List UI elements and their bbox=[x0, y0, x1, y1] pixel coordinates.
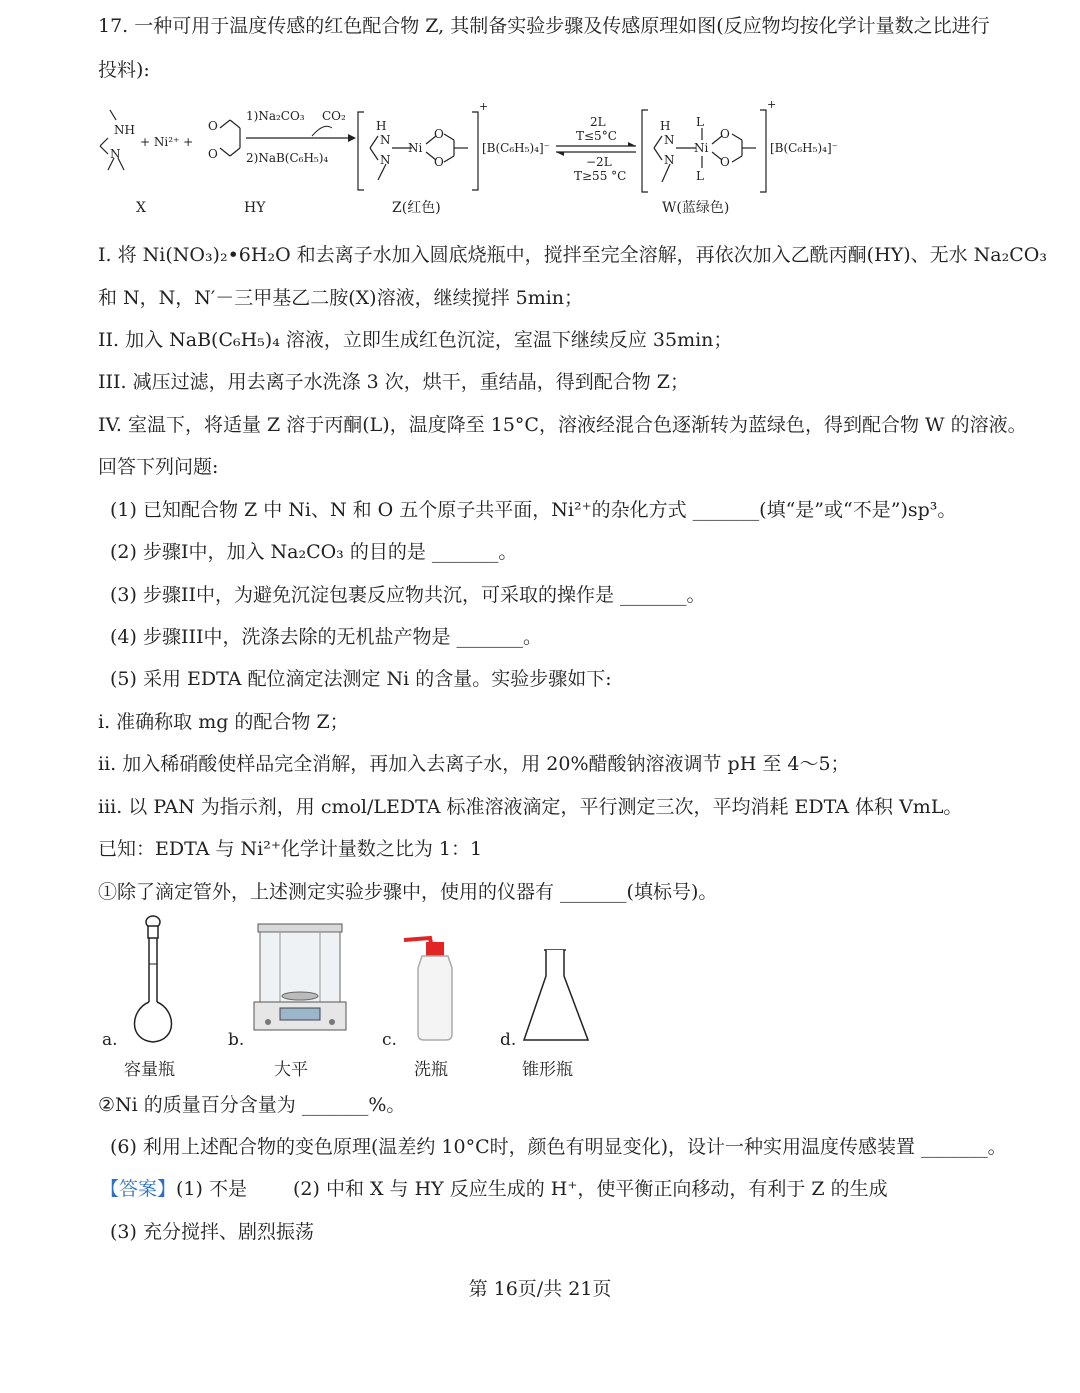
answer-3: (3) 充分搅拌、剧烈振荡 bbox=[110, 1221, 314, 1243]
molecule-hy bbox=[220, 120, 240, 156]
answer-tag: 【答案】 bbox=[100, 1178, 177, 1200]
apparatus-d-letter: d. bbox=[500, 1030, 517, 1050]
z-ni: Ni bbox=[408, 141, 423, 155]
q5-step-ii: ii. 加入稀硝酸使样品完全消解，再加入去离子水，用 20%醋酸钠溶液调节 pH 至 4～5； bbox=[98, 753, 850, 775]
subquestion-3: (3) 步骤II中，为避免沉淀包裹反应物共沉，可采取的操作是 _______。 bbox=[110, 584, 706, 606]
scheme-label-hy: HY bbox=[244, 200, 266, 216]
subquestion-6: (6) 利用上述配合物的变色原理(温差约 10°C时，颜色有明显变化)，设计一种实用温度传感装置 _______。 bbox=[110, 1136, 1007, 1158]
cond-nab: 2)NaB(C₆H₅)₄ bbox=[246, 151, 329, 165]
w-ni: Ni bbox=[694, 141, 709, 155]
w-anion: [B(C₆H₅)₄]⁻ bbox=[770, 141, 838, 155]
z-h: H bbox=[376, 119, 387, 133]
answer-1: (1) 不是 bbox=[176, 1178, 247, 1200]
subquestion-4: (4) 步骤III中，洗涤去除的无机盐产物是 _______。 bbox=[110, 626, 543, 648]
apparatus-b-name: 大平 bbox=[274, 1060, 308, 1080]
answer-prompt: 回答下列问题: bbox=[98, 456, 219, 478]
plus-ni: + Ni²⁺ + bbox=[140, 135, 194, 149]
cond-na2co3: 1)Na₂CO₃ bbox=[246, 109, 305, 123]
apparatus-a-letter: a. bbox=[102, 1030, 118, 1050]
question-intro-line2: 投料): bbox=[98, 59, 150, 81]
eq-top-2: T≤5°C bbox=[576, 129, 617, 143]
q5-step-iii: iii. 以 PAN 为指示剂，用 cmol/LEDTA 标准溶液滴定，平行测定三次，平均消耗 EDTA 体积 VmL。 bbox=[98, 796, 963, 818]
w-l-bottom: L bbox=[696, 169, 704, 183]
volumetric-flask-icon bbox=[120, 914, 190, 1054]
known-ratio: 已知：EDTA 与 Ni²⁺化学计量数之比为 1：1 bbox=[98, 838, 483, 860]
apparatus-c-name: 洗瓶 bbox=[414, 1060, 448, 1080]
answer-block bbox=[100, 1177, 888, 1201]
co2-label: CO₂ bbox=[322, 109, 346, 123]
question-intro-line1: 17. 一种可用于温度传感的红色配合物 Z, 其制备实验步骤及传感原理如图(反应物均按化学计量数之比进行 bbox=[98, 15, 990, 37]
apparatus-b-letter: b. bbox=[228, 1030, 245, 1050]
conical-flask-icon bbox=[520, 946, 594, 1046]
z-anion: [B(C₆H₅)₄]⁻ bbox=[482, 141, 550, 155]
molecule-x bbox=[100, 110, 124, 170]
step-2: II. 加入 NaB(C₆H₅)₄ 溶液，立即生成红色沉淀，室温下继续反应 35min； bbox=[98, 329, 733, 351]
apparatus-d-name: 锥形瓶 bbox=[522, 1060, 573, 1080]
step-1b: 和 N，N，N′－三甲基乙二胺(X)溶液，继续搅拌 5min； bbox=[98, 287, 584, 309]
apparatus-c-letter: c. bbox=[382, 1030, 397, 1050]
eq-bot-1: −2L bbox=[586, 155, 612, 169]
w-l-top: L bbox=[696, 115, 704, 129]
z-n2: N bbox=[380, 153, 391, 167]
w-n1: N bbox=[664, 133, 675, 147]
step-3: III. 减压过滤，用去离子水洗涤 3 次，烘干，重结晶，得到配合物 Z； bbox=[98, 371, 690, 393]
scheme-label-z: Z(红色) bbox=[392, 200, 441, 216]
page-footer: 第 16页/共 21页 bbox=[468, 1278, 612, 1300]
z-charge: + bbox=[479, 100, 489, 113]
eq-top-1: 2L bbox=[590, 115, 606, 129]
reaction-scheme bbox=[96, 100, 856, 230]
z-n1: N bbox=[380, 133, 391, 147]
x-nh: NH bbox=[114, 123, 135, 137]
hy-o-top: O bbox=[208, 119, 218, 133]
step-4: IV. 室温下，将适量 Z 溶于丙酮(L)，温度降至 15°C，溶液经混合色逐渐转为蓝绿色，得到配合物 W 的溶液。 bbox=[98, 414, 1027, 436]
w-o2: O bbox=[720, 155, 730, 169]
answer-2: (2) 中和 X 与 HY 反应生成的 H⁺，使平衡正向移动，有利于 Z 的生成 bbox=[292, 1178, 888, 1200]
z-o2: O bbox=[434, 155, 444, 169]
apparatus-a-name: 容量瓶 bbox=[124, 1060, 175, 1080]
subquestion-1: (1) 已知配合物 Z 中 Ni、N 和 O 五个原子共平面，Ni²⁺的杂化方式 _______(填“是”或“不是”)sp³。 bbox=[110, 499, 957, 521]
w-n2: N bbox=[664, 153, 675, 167]
subquestion-2: (2) 步骤I中，加入 Na₂CO₃ 的目的是 _______。 bbox=[110, 541, 518, 563]
subquestion-5: (5) 采用 EDTA 配位滴定法测定 Ni 的含量。实验步骤如下: bbox=[110, 668, 612, 690]
x-n: N bbox=[110, 147, 121, 161]
z-o1: O bbox=[434, 127, 444, 141]
eq-bot-2: T≥55 °C bbox=[574, 169, 627, 183]
scheme-label-x: X bbox=[136, 200, 146, 216]
step-1a: I. 将 Ni(NO₃)₂•6H₂O 和去离子水加入圆底烧瓶中，搅拌至完全溶解，再依次加入乙酰丙酮(HY)、无水 Na₂CO₃ bbox=[98, 244, 1047, 266]
w-h: H bbox=[660, 119, 671, 133]
hy-o-bottom: O bbox=[208, 147, 218, 161]
scheme-label-w: W(蓝绿色) bbox=[662, 200, 730, 216]
q5-part-1: ①除了滴定管外，上述测定实验步骤中，使用的仪器有 _______(填标号)。 bbox=[98, 881, 718, 903]
w-charge: + bbox=[767, 100, 777, 111]
q5-part-2: ②Ni 的质量百分含量为 _______%。 bbox=[98, 1094, 406, 1116]
wash-bottle-icon bbox=[400, 924, 470, 1044]
w-o1: O bbox=[720, 127, 730, 141]
q5-step-i: i. 准确称取 mg 的配合物 Z； bbox=[98, 711, 349, 733]
balance-icon bbox=[250, 920, 350, 1040]
